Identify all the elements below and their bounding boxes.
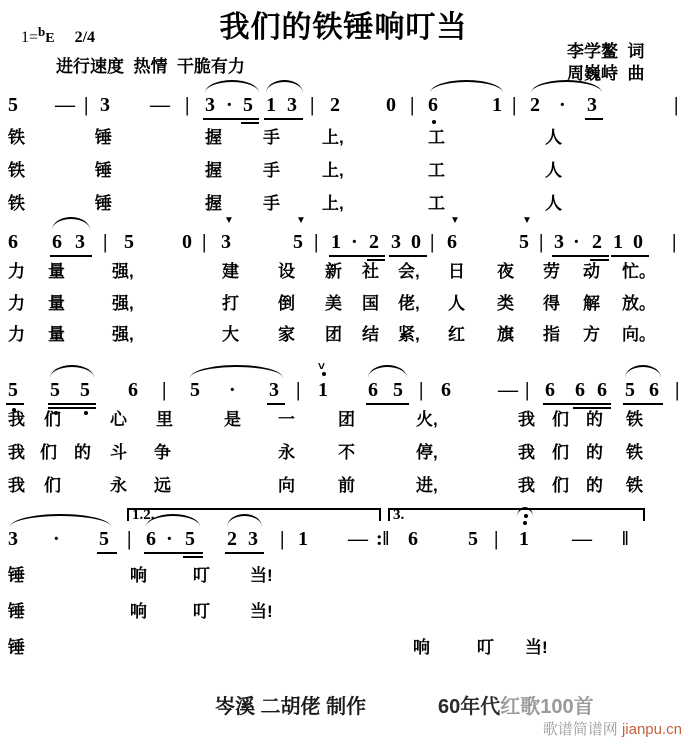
lyric-syllable: 向 (278, 476, 295, 495)
note-token: 5 (50, 379, 60, 401)
lyric-syllable: 们 (44, 476, 61, 495)
lyric-syllable: 强, (112, 294, 134, 313)
volta-label: 1.2. (132, 507, 155, 523)
song-title: 我们的铁锤响叮当 (219, 11, 468, 44)
lyric-syllable: 心 (110, 410, 127, 429)
accent-mark: > (314, 362, 329, 370)
key-note: E (45, 31, 55, 46)
beam-underline (366, 403, 409, 405)
note-token: | (162, 379, 167, 401)
lyric-syllable: 力 (8, 262, 25, 281)
note-token: 5 (124, 231, 134, 253)
note-token: 3 (269, 379, 279, 401)
note-token: 0 (411, 231, 421, 253)
lyric-syllable: 的 (586, 410, 603, 429)
lyric-syllable: 忙。 (622, 262, 656, 281)
note-token: · (559, 94, 566, 116)
lyric-syllable: 停, (416, 443, 438, 462)
lyric-syllable: 当! (250, 566, 273, 585)
collection-title-dark: 60年代 (438, 696, 501, 718)
watermark-site-name: 歌谱简谱网 (542, 721, 622, 738)
lyric-syllable: 向。 (622, 325, 656, 344)
lyric-syllable: 上, (322, 161, 344, 180)
note-token: · (229, 379, 236, 401)
volta-bracket (388, 508, 645, 521)
beam-underline (585, 118, 603, 120)
lyric-syllable: 火, (416, 410, 438, 429)
lyric-syllable: 手 (263, 128, 280, 147)
note-token: | (280, 528, 285, 550)
lyric-syllable: 叮 (193, 602, 210, 621)
note-token: 2 (369, 231, 379, 253)
slur-arc (368, 365, 407, 378)
lyric-syllable: 工 (428, 128, 445, 147)
note-token: 3 (8, 528, 18, 550)
note-token: · (166, 528, 173, 550)
note-token: 3 (75, 231, 85, 253)
lyric-syllable: 叮 (477, 638, 494, 657)
lyric-syllable: 我 (8, 476, 25, 495)
octave-dot-below (84, 411, 88, 415)
lyric-syllable: 不 (338, 443, 355, 462)
note-token: 3 (248, 528, 258, 550)
lyric-syllable: 紧, (398, 325, 420, 344)
note-token: 6 (368, 379, 378, 401)
note-token: 1 (492, 94, 502, 116)
note-token: 6 (447, 231, 457, 253)
note-token: 6 (597, 379, 607, 401)
note-token: 6 (408, 528, 418, 550)
lyric-syllable: 佬, (398, 294, 420, 313)
octave-dot-above (523, 521, 527, 525)
note-token: | (674, 94, 679, 116)
note-token: 1 (613, 231, 623, 253)
note-token: — (348, 528, 368, 550)
note-token: 3 (391, 231, 401, 253)
lyric-syllable: 结 (362, 325, 379, 344)
lyric-syllable: 强, (112, 325, 134, 344)
lyric-syllable: 当! (250, 602, 273, 621)
note-token: | (430, 231, 435, 253)
lyric-syllable: 握 (205, 194, 222, 213)
lyric-syllable: 铁 (626, 410, 643, 429)
slur-arc (531, 80, 602, 93)
slur-arc (52, 217, 90, 230)
volta-bracket (127, 508, 381, 521)
lyric-syllable: 我 (518, 476, 535, 495)
tempo-marking: 进行速度 热情 干脆有力 (56, 57, 245, 76)
note-token: | (525, 379, 530, 401)
beam-underline (267, 403, 285, 405)
lyric-syllable: 锤 (95, 161, 112, 180)
note-token: 3 (205, 94, 215, 116)
accent-mark: ▼ (296, 215, 306, 226)
lyric-syllable: 量 (48, 325, 65, 344)
accent-mark: ▼ (450, 215, 460, 226)
note-token: 2 (330, 94, 340, 116)
beam-underline (552, 255, 609, 257)
lyric-syllable: 量 (48, 262, 65, 281)
slur-arc (266, 80, 303, 93)
lyricist-credit: 李学鳌 词 (567, 42, 645, 61)
lyric-syllable: 争 (154, 443, 171, 462)
note-token: — (498, 379, 518, 401)
lyric-syllable: 社 (362, 262, 379, 281)
lyric-syllable: 斗 (110, 443, 127, 462)
slur-arc (430, 80, 503, 93)
note-token: | (410, 94, 415, 116)
lyric-syllable: 美 (325, 294, 342, 313)
note-token: 3 (587, 94, 597, 116)
beam-underline (611, 255, 649, 257)
beam-underline (50, 255, 92, 257)
lyric-syllable: 锤 (8, 566, 25, 585)
lyric-syllable: 永 (278, 443, 295, 462)
note-token: 5 (80, 379, 90, 401)
note-token: 1 (331, 231, 341, 253)
volta-label: 3. (393, 507, 405, 523)
key-prefix: 1= (21, 29, 39, 46)
lyric-syllable: 里 (156, 410, 173, 429)
beam-underline (144, 552, 203, 554)
lyric-syllable: 锤 (8, 602, 25, 621)
lyric-syllable: 人 (448, 294, 465, 313)
note-token: · (53, 528, 60, 550)
lyric-syllable: 前 (338, 476, 355, 495)
note-token: 0 (633, 231, 643, 253)
note-token: | (127, 528, 132, 550)
beam-underline (225, 552, 264, 554)
lyric-syllable: 工 (428, 161, 445, 180)
lyric-syllable: 解 (583, 294, 600, 313)
lyric-syllable: 们 (552, 410, 569, 429)
lyric-syllable: 铁 (8, 194, 25, 213)
lyric-syllable: 强, (112, 262, 134, 281)
lyric-syllable: 旗 (497, 325, 514, 344)
lyric-syllable: 得 (543, 294, 560, 313)
beam-underline (6, 403, 24, 405)
note-token: | (419, 379, 424, 401)
lyric-syllable: 们 (552, 476, 569, 495)
lyric-syllable: 建 (222, 262, 239, 281)
note-token: 3 (221, 231, 231, 253)
lyric-syllable: 人 (545, 161, 562, 180)
octave-dot-above (322, 372, 326, 376)
note-token: 6 (52, 231, 62, 253)
beam-underline (97, 552, 117, 554)
watermark-domain-link[interactable]: jianpu.cn (621, 721, 682, 738)
lyric-syllable: 日 (448, 262, 465, 281)
lyric-syllable: 打 (222, 294, 239, 313)
note-token: | (103, 231, 108, 253)
note-token: 6 (545, 379, 555, 401)
lyric-syllable: 我 (518, 410, 535, 429)
lyric-syllable: 人 (545, 194, 562, 213)
note-token: 6 (575, 379, 585, 401)
note-token: · (226, 94, 233, 116)
lyric-syllable: 我 (8, 443, 25, 462)
beam-underline (264, 118, 303, 120)
lyric-syllable: 的 (586, 476, 603, 495)
collection-title-gray: 红歌100首 (500, 696, 594, 718)
note-token: | (185, 94, 190, 116)
lyric-syllable: 国 (362, 294, 379, 313)
lyric-syllable: 家 (278, 325, 295, 344)
note-token: 6 (649, 379, 659, 401)
note-token: | (296, 379, 301, 401)
note-token: | (539, 231, 544, 253)
lyric-syllable: 铁 (626, 476, 643, 495)
lyric-syllable: 手 (263, 194, 280, 213)
note-token: 3 (100, 94, 110, 116)
lyric-syllable: 的 (586, 443, 603, 462)
note-token: 6 (146, 528, 156, 550)
lyric-syllable: 永 (110, 476, 127, 495)
lyric-syllable: 指 (543, 325, 560, 344)
lyric-syllable: 锤 (95, 194, 112, 213)
lyric-syllable: 叮 (193, 566, 210, 585)
note-token: | (202, 231, 207, 253)
note-token: 6 (8, 231, 18, 253)
note-token: 5 (468, 528, 478, 550)
lyric-syllable: 握 (205, 128, 222, 147)
footer-maker-credit: 岑溪 二胡佬 制作 (215, 696, 367, 718)
note-token: · (351, 231, 358, 253)
octave-dot-below (432, 120, 436, 124)
lyric-syllable: 铁 (8, 161, 25, 180)
note-token: 0 (182, 231, 192, 253)
note-token: 5 (185, 528, 195, 550)
lyric-syllable: 力 (8, 294, 25, 313)
slur-arc (205, 80, 259, 93)
lyric-syllable: 团 (325, 325, 342, 344)
note-token: | (512, 94, 517, 116)
lyric-syllable: 倒 (278, 294, 295, 313)
beam-underline (543, 403, 611, 405)
lyric-syllable: 铁 (8, 128, 25, 147)
lyric-syllable: 响 (130, 602, 147, 621)
lyric-syllable: 的 (74, 443, 91, 462)
slur-arc (625, 365, 661, 378)
lyric-syllable: 当! (525, 638, 548, 657)
slur-arc (50, 365, 94, 378)
note-token: 5 (625, 379, 635, 401)
note-token: 6 (128, 379, 138, 401)
lyric-syllable: 人 (545, 128, 562, 147)
lyric-syllable: 响 (413, 638, 430, 657)
note-token: | (675, 379, 680, 401)
composer-credit: 周巍峙 曲 (567, 64, 645, 83)
lyric-syllable: 锤 (8, 638, 25, 657)
note-token: 2 (227, 528, 237, 550)
note-token: 2 (592, 231, 602, 253)
beam-underline (389, 255, 427, 257)
lyric-syllable: 上, (322, 194, 344, 213)
note-token: 1 (266, 94, 276, 116)
beam-underline (241, 122, 259, 124)
note-token: | (672, 231, 677, 253)
note-token: 5 (393, 379, 403, 401)
note-token: 0 (386, 94, 396, 116)
lyric-syllable: 铁 (626, 443, 643, 462)
accent-mark: ▼ (522, 215, 532, 226)
lyric-syllable: 锤 (95, 128, 112, 147)
note-token: 2 (530, 94, 540, 116)
lyric-syllable: 上, (322, 128, 344, 147)
note-token: — (55, 94, 75, 116)
lyric-syllable: 量 (48, 294, 65, 313)
footer-collection-title (438, 690, 594, 719)
lyric-syllable: 我 (8, 410, 25, 429)
lyric-syllable: 们 (44, 410, 61, 429)
lyric-syllable: 新 (325, 262, 342, 281)
beam-underline (329, 255, 385, 257)
lyric-syllable: 劳 (543, 262, 560, 281)
lyric-syllable: 大 (222, 325, 239, 344)
lyric-syllable: 一 (278, 410, 295, 429)
lyric-syllable: 是 (224, 410, 241, 429)
note-token: | (494, 528, 499, 550)
note-token: 5 (99, 528, 109, 550)
slur-arc (10, 514, 111, 527)
lyric-syllable: 方 (583, 325, 600, 344)
note-token: | (310, 94, 315, 116)
note-token: · (573, 231, 580, 253)
beam-underline (623, 403, 663, 405)
note-token: 5 (293, 231, 303, 253)
note-token: 5 (190, 379, 200, 401)
lyric-syllable: 工 (428, 194, 445, 213)
accent-mark: ▼ (224, 215, 234, 226)
note-token: 6 (441, 379, 451, 401)
note-token: 1 (298, 528, 308, 550)
beam-underline (183, 556, 203, 558)
note-token: | (84, 94, 89, 116)
slur-arc (190, 365, 283, 378)
note-token: :‖ (376, 528, 390, 550)
lyric-syllable: 们 (40, 443, 57, 462)
note-token: 3 (287, 94, 297, 116)
note-token: | (314, 231, 319, 253)
lyric-syllable: 夜 (497, 262, 514, 281)
lyric-syllable: 响 (130, 566, 147, 585)
lyric-syllable: 类 (497, 294, 514, 313)
note-token: — (150, 94, 170, 116)
watermark (543, 718, 682, 739)
lyric-syllable: 我 (518, 443, 535, 462)
time-signature: 2/4 (74, 29, 96, 46)
lyric-syllable: 设 (278, 262, 295, 281)
note-token: 1 (318, 379, 328, 401)
beam-underline (48, 403, 96, 405)
note-token: 3 (554, 231, 564, 253)
lyric-syllable: 手 (263, 161, 280, 180)
lyric-syllable: 握 (205, 161, 222, 180)
note-token: ‖ (622, 528, 629, 550)
note-token: 5 (243, 94, 253, 116)
lyric-syllable: 团 (338, 410, 355, 429)
beam-underline (203, 118, 259, 120)
note-token: 5 (8, 379, 18, 401)
note-token: 1 (519, 528, 529, 550)
note-token: 5 (519, 231, 529, 253)
lyric-syllable: 们 (552, 443, 569, 462)
note-token: — (572, 528, 592, 550)
note-token: 5 (8, 94, 18, 116)
flat-sign: b (38, 24, 46, 39)
lyric-syllable: 红 (448, 325, 465, 344)
lyric-syllable: 会, (398, 262, 420, 281)
lyric-syllable: 远 (154, 476, 171, 495)
lyric-syllable: 力 (8, 325, 25, 344)
lyric-syllable: 动 (583, 262, 600, 281)
lyric-syllable: 进, (416, 476, 438, 495)
lyric-syllable: 放。 (622, 294, 656, 313)
note-token: 6 (428, 94, 438, 116)
